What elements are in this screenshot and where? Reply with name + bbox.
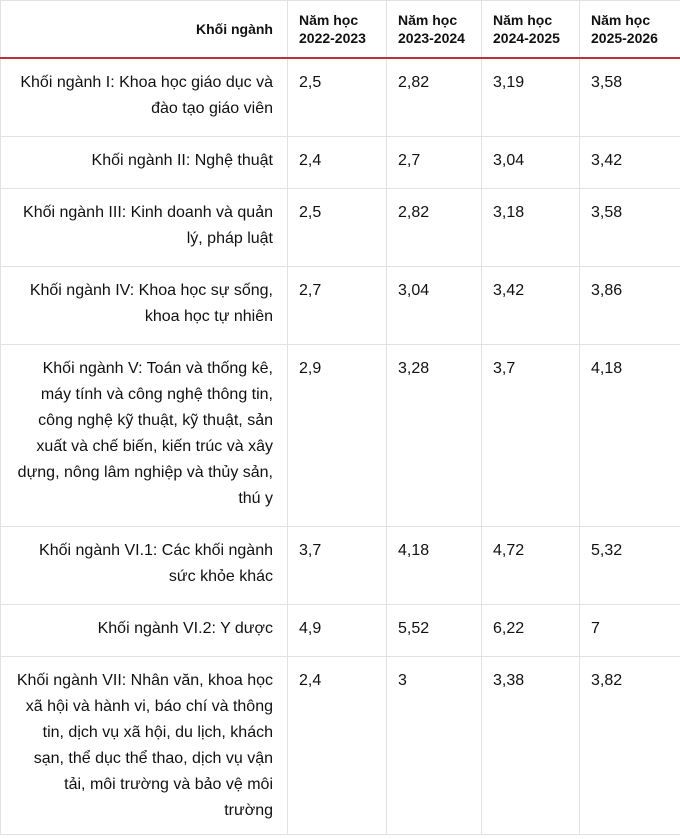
header-year-2025-2026 [580,1,680,59]
header-year-range: 2022-2023 [299,30,366,46]
table-row [1,345,680,527]
value-cell: 5,32 [580,527,680,605]
row-name-cell: Khối ngành III: Kinh doanh và quản lý, pháp luật [1,189,288,267]
header-year-label: Năm học [591,12,651,28]
value-cell: 3,7 [482,345,580,527]
value-cell: 6,22 [482,605,580,657]
table-row [1,527,680,605]
value-cell: 3,86 [580,267,680,345]
value-cell: 2,7 [288,267,387,345]
value-cell: 3,58 [580,58,680,137]
value-cell: 2,9 [288,345,387,527]
value-cell: 3,58 [580,189,680,267]
table-row [1,58,680,137]
row-name-cell: Khối ngành I: Khoa học giáo dục và đào tạo giáo viên [1,58,288,137]
header-year-2022-2023 [288,1,387,59]
value-cell: 3 [387,657,482,835]
row-name-cell: Khối ngành VI.1: Các khối ngành sức khỏe khác [1,527,288,605]
value-cell: 3,7 [288,527,387,605]
table-row [1,657,680,835]
value-cell: 3,82 [580,657,680,835]
row-name-cell: Khối ngành V: Toán và thống kê, máy tính và công nghệ thông tin, công nghệ kỹ thuật, kỹ thuật, sản xuất và chế biến, kiến trúc và xây dựng, nông lâm nghiệp và thủy sản, thú y [1,345,288,527]
header-year-label: Năm học [398,12,458,28]
value-cell: 2,4 [288,657,387,835]
value-cell: 5,52 [387,605,482,657]
value-cell: 2,82 [387,189,482,267]
value-cell: 3,28 [387,345,482,527]
header-year-range: 2023-2024 [398,30,465,46]
header-khoi-nganh: Khối ngành [1,1,288,59]
header-year-range: 2024-2025 [493,30,560,46]
value-cell: 7 [580,605,680,657]
value-cell: 4,18 [387,527,482,605]
table-row [1,137,680,189]
value-cell: 2,4 [288,137,387,189]
header-year-2023-2024 [387,1,482,59]
value-cell: 2,82 [387,58,482,137]
row-name-cell: Khối ngành VII: Nhân văn, khoa học xã hội và hành vi, báo chí và thông tin, dịch vụ xã hội, du lịch, khách sạn, thể dục thể thao, dịch vụ vận tải, môi trường và bảo vệ môi trường [1,657,288,835]
value-cell: 3,04 [387,267,482,345]
row-name-cell: Khối ngành IV: Khoa học sự sống, khoa học tự nhiên [1,267,288,345]
value-cell: 2,7 [387,137,482,189]
value-cell: 4,9 [288,605,387,657]
value-cell: 4,18 [580,345,680,527]
table-header-row [1,1,680,59]
value-cell: 2,5 [288,189,387,267]
value-cell: 3,04 [482,137,580,189]
row-name-cell: Khối ngành VI.2: Y dược [1,605,288,657]
row-name-cell: Khối ngành II: Nghệ thuật [1,137,288,189]
value-cell: 2,5 [288,58,387,137]
header-year-2024-2025 [482,1,580,59]
value-cell: 3,42 [580,137,680,189]
table-row [1,189,680,267]
table-row [1,605,680,657]
table-row [1,267,680,345]
value-cell: 3,18 [482,189,580,267]
header-year-range: 2025-2026 [591,30,658,46]
value-cell: 3,38 [482,657,580,835]
value-cell: 4,72 [482,527,580,605]
header-year-label: Năm học [299,12,359,28]
value-cell: 3,19 [482,58,580,137]
header-year-label: Năm học [493,12,553,28]
value-cell: 3,42 [482,267,580,345]
